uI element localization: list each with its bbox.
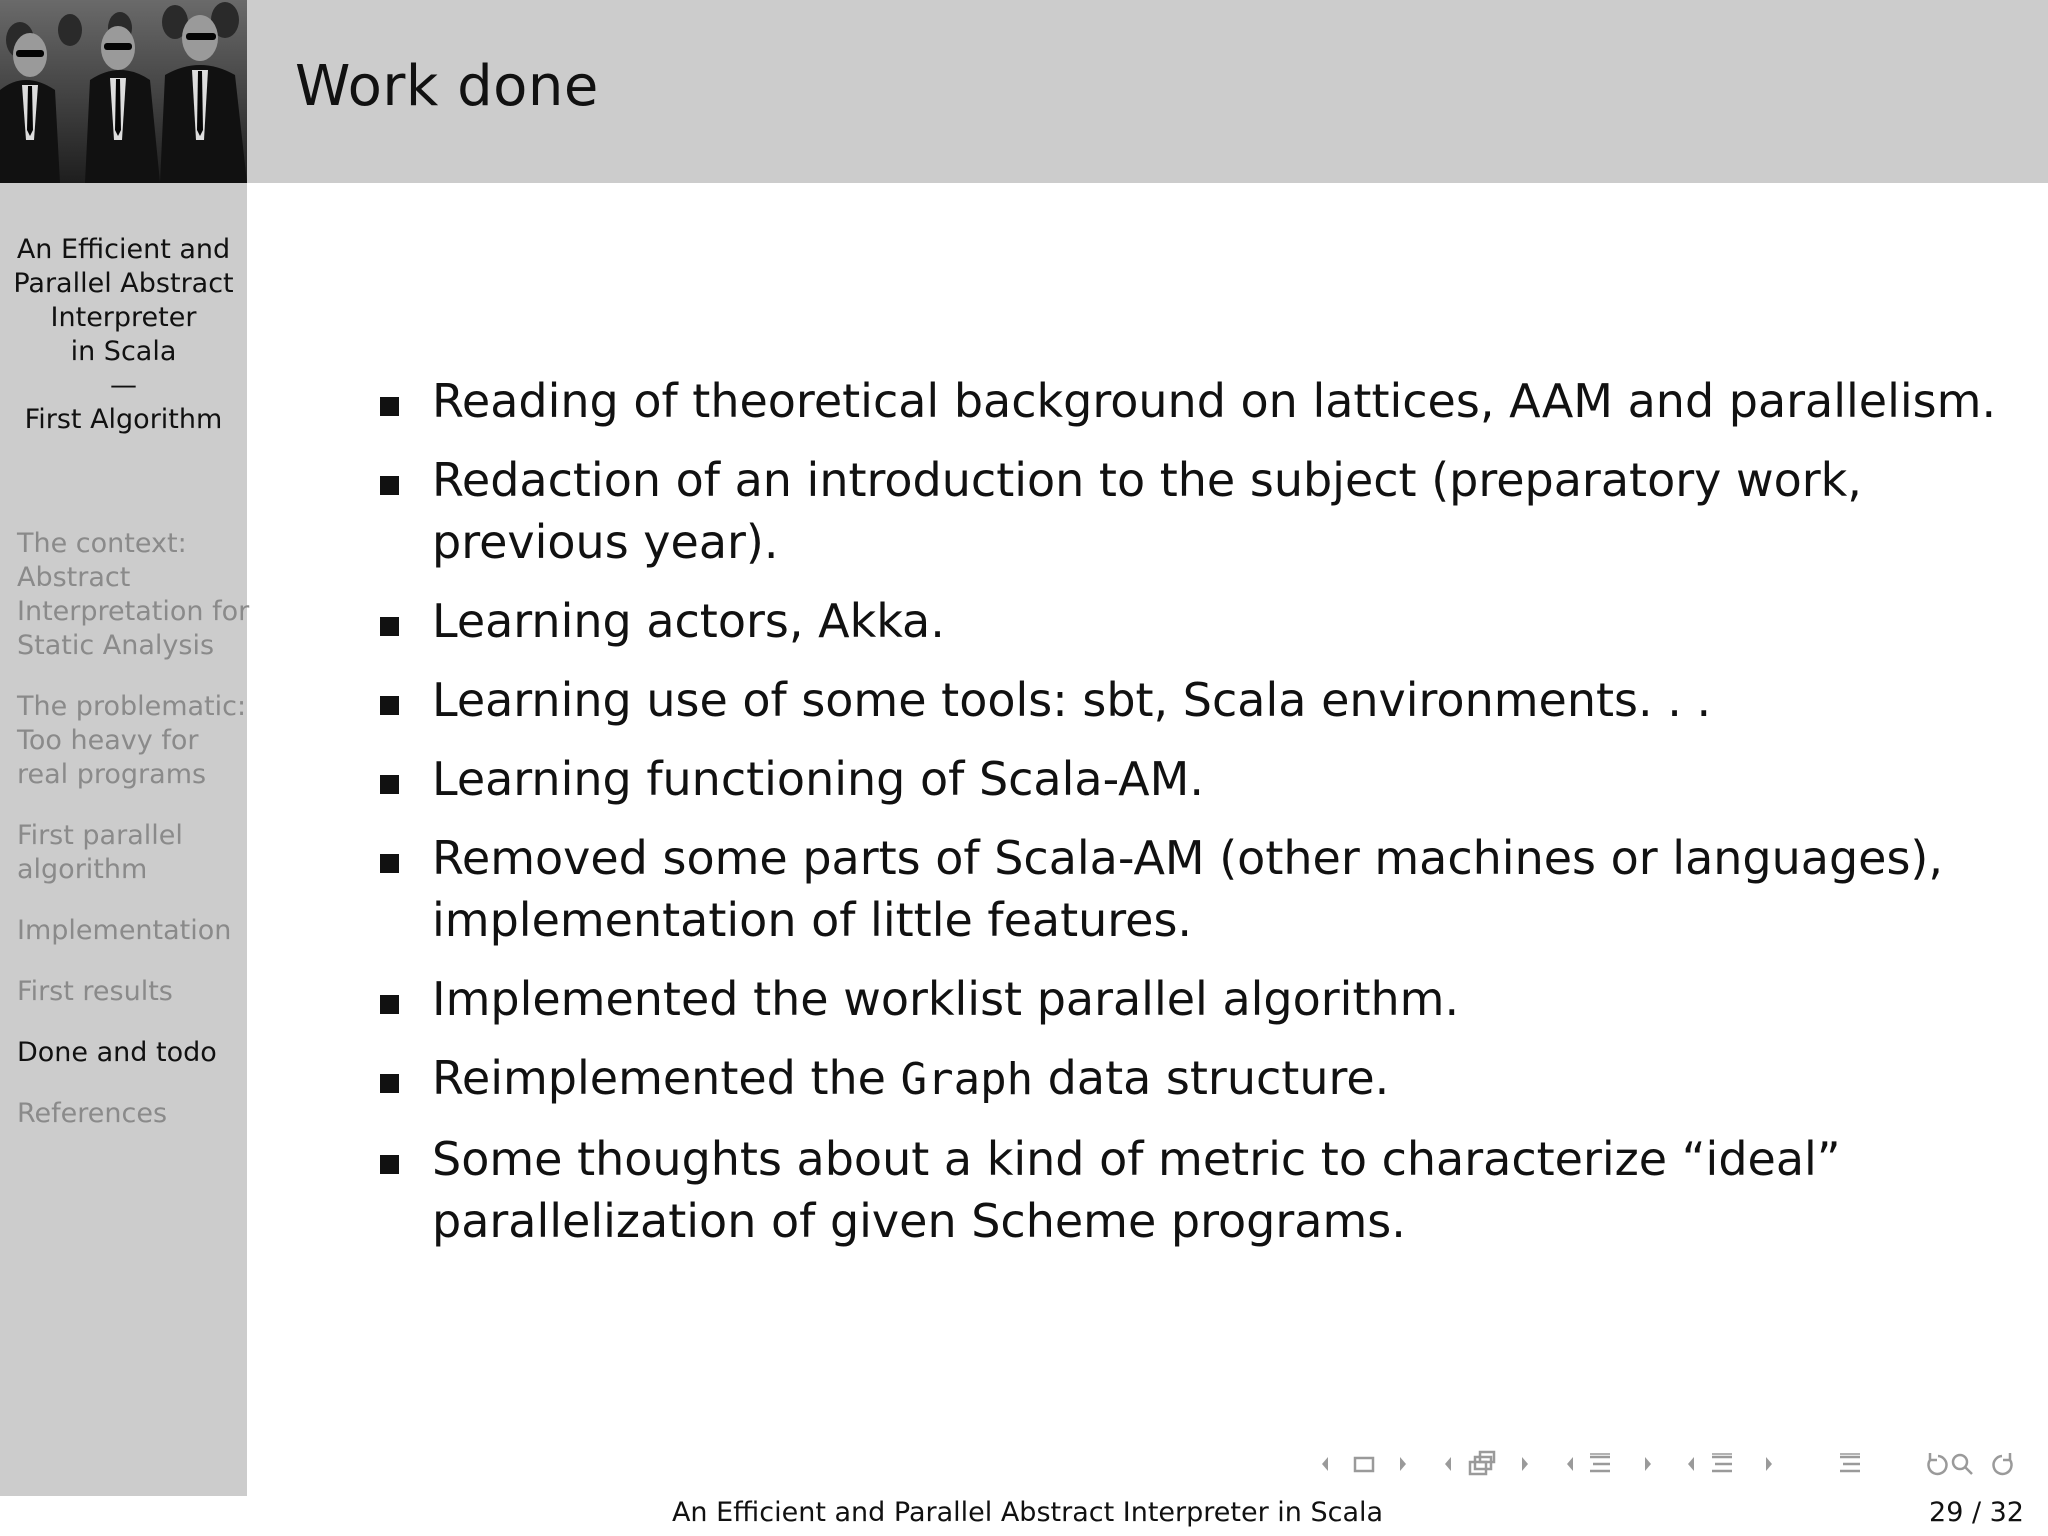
bullet-text: Learning actors, Akka. bbox=[432, 594, 945, 648]
search-icon[interactable] bbox=[1953, 1455, 1972, 1474]
sidebar-section-label: References bbox=[17, 1098, 168, 1129]
sidebar-section-label: Done and todo bbox=[17, 1037, 217, 1068]
bullet-text: Removed some parts of Scala-AM (other machines or languages), bbox=[432, 831, 1943, 885]
slide-header bbox=[247, 0, 2048, 183]
footer-title: An Efficient and Parallel Abstract Interpreter in Scala bbox=[671, 1497, 1384, 1528]
logo-photo bbox=[0, 0, 247, 183]
bullet-item bbox=[380, 827, 2020, 951]
next-slide-icon[interactable] bbox=[1522, 1457, 1528, 1471]
bullet-square-icon bbox=[380, 397, 399, 416]
bullet-list bbox=[380, 370, 2020, 1269]
bullet-text: Learning functioning of Scala-AM. bbox=[432, 752, 1204, 806]
sidebar bbox=[0, 183, 250, 1496]
bullet-item bbox=[380, 669, 2020, 731]
sidebar-section-label: The context: bbox=[17, 528, 187, 559]
bullet-text: parallelization of given Scheme programs. bbox=[432, 1194, 1406, 1248]
sidebar-title-line: Parallel Abstract bbox=[13, 268, 234, 299]
sidebar-section-link[interactable] bbox=[17, 1036, 245, 1070]
bullet-square-icon bbox=[380, 1074, 399, 1093]
sidebar-section-label: Static Analysis bbox=[17, 630, 215, 661]
bullet-item bbox=[380, 1128, 2020, 1252]
bullet-text-part: data structure. bbox=[1033, 1051, 1390, 1105]
bullet-square-icon bbox=[380, 696, 399, 715]
sidebar-section-label: algorithm bbox=[17, 854, 148, 885]
sidebar-section-label: real programs bbox=[17, 759, 207, 790]
section-icon[interactable] bbox=[1712, 1454, 1732, 1471]
sidebar-section-nav bbox=[17, 527, 250, 1158]
next-frame-icon[interactable] bbox=[1400, 1457, 1406, 1471]
bullet-square-icon bbox=[380, 617, 399, 636]
sidebar-title-line: An Efficient and bbox=[16, 234, 231, 265]
bullet-item bbox=[380, 590, 2020, 652]
bullet-square-icon bbox=[380, 995, 399, 1014]
toc-icon[interactable] bbox=[1840, 1454, 1860, 1471]
sidebar-title-line: — bbox=[110, 370, 137, 401]
prev-slide-icon[interactable] bbox=[1445, 1457, 1451, 1471]
bullet-square-icon bbox=[380, 854, 399, 873]
next-subsection-icon[interactable] bbox=[1645, 1457, 1651, 1471]
next-section-icon[interactable] bbox=[1766, 1457, 1772, 1471]
slide-title: Work done bbox=[295, 54, 599, 119]
bullet-text: Implemented the worklist parallel algorithm. bbox=[432, 972, 1460, 1026]
bullet-text: Some thoughts about a kind of metric to characterize “ideal” bbox=[432, 1132, 1841, 1186]
prev-frame-icon[interactable] bbox=[1322, 1457, 1328, 1471]
sidebar-title-line: First Algorithm bbox=[24, 404, 223, 435]
sidebar-section-label: The problematic: bbox=[17, 691, 247, 722]
sidebar-section-label: Abstract bbox=[17, 562, 131, 593]
sidebar-section-link[interactable] bbox=[17, 819, 245, 887]
sidebar-section-label: Interpretation for bbox=[17, 596, 250, 627]
logo-photo-image bbox=[0, 0, 247, 183]
bullet-item bbox=[380, 1047, 2020, 1111]
bullet-text-part: Reimplemented the bbox=[432, 1051, 901, 1105]
sidebar-presentation-title bbox=[4, 233, 243, 437]
sidebar-section-link[interactable] bbox=[17, 914, 245, 948]
bullet-text: Redaction of an introduction to the subject (preparatory work, bbox=[432, 453, 1862, 507]
sidebar-section-label: First results bbox=[17, 976, 173, 1007]
prev-subsection-icon[interactable] bbox=[1567, 1457, 1573, 1471]
back-icon[interactable] bbox=[1928, 1453, 1946, 1474]
sidebar-section-label: Implementation bbox=[17, 915, 232, 946]
page-number: 29 / 32 bbox=[1929, 1497, 2024, 1528]
forward-icon[interactable] bbox=[1994, 1453, 2012, 1474]
beamer-navigation-bar bbox=[1310, 1448, 2030, 1480]
sidebar-title-line: in Scala bbox=[70, 336, 177, 367]
bullet-text: Reading of theoretical background on lattices, AAM and parallelism. bbox=[432, 374, 1997, 428]
sidebar-section-link[interactable] bbox=[17, 975, 245, 1009]
sidebar-title-line: Interpreter bbox=[50, 302, 197, 333]
bullet-item bbox=[380, 968, 2020, 1030]
sidebar-section-label: Too heavy for bbox=[17, 725, 199, 756]
bullet-text: previous year). bbox=[432, 515, 779, 569]
sidebar-section-label: First parallel bbox=[17, 820, 183, 851]
bullet-item bbox=[380, 370, 2020, 432]
bullet-square-icon bbox=[380, 1155, 399, 1174]
sidebar-section-link[interactable] bbox=[17, 527, 250, 663]
bullet-text bbox=[432, 1047, 2020, 1111]
bullet-square-icon bbox=[380, 775, 399, 794]
bullet-item bbox=[380, 748, 2020, 810]
code-identifier: Graph bbox=[900, 1054, 1034, 1105]
bullet-item bbox=[380, 449, 2020, 573]
sidebar-section-link[interactable] bbox=[17, 690, 245, 792]
prev-section-icon[interactable] bbox=[1688, 1457, 1694, 1471]
bullet-square-icon bbox=[380, 476, 399, 495]
frame-icon[interactable] bbox=[1355, 1458, 1373, 1471]
subsection-icon[interactable] bbox=[1590, 1454, 1610, 1471]
slide-icon[interactable] bbox=[1470, 1452, 1494, 1474]
bullet-text: Learning use of some tools: sbt, Scala environments. . . bbox=[432, 673, 1712, 727]
bullet-text: implementation of little features. bbox=[432, 893, 1193, 947]
sidebar-section-link[interactable] bbox=[17, 1097, 245, 1131]
